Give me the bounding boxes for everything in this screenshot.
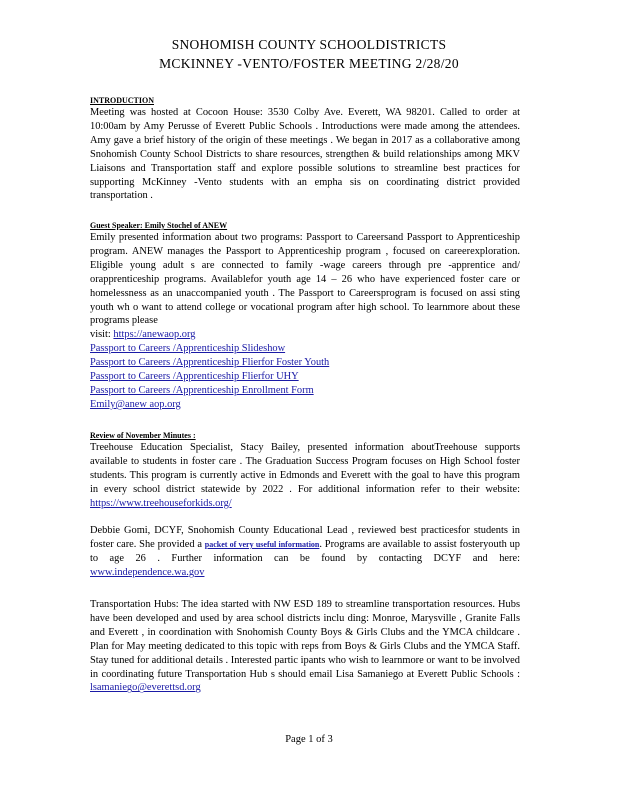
visit-label: visit: <box>90 329 111 341</box>
uhy-flier-link[interactable]: Passport to Careers /Apprenticeship Flierfor UHY <box>90 371 299 383</box>
review-heading: Review of November Minutes : <box>90 431 196 440</box>
dcyf-text <box>90 524 520 580</box>
visit-line <box>90 328 520 342</box>
lisa-email-link[interactable]: lsamaniego@everettsd.org <box>90 682 201 694</box>
meeting-title-line1: SNOHOMISH COUNTY SCHOOLDISTRICTS <box>171 37 447 52</box>
enrollment-form-link[interactable]: Passport to Careers /Apprenticeship Enrollment Form <box>90 384 314 396</box>
guest-speaker-text: Emily presented information about two programs: Passport to Careersand Passport to Apprenticeship program. ANEW manages the Passport to Apprenticeship program , focused on careerexploration. Eligible young adult s are connected to family -wage careers through pre -apprentice and/ orapprenticeship programs. Availablefor youth age 14 – 26 who have experienced foster care or homelessness as an unaccompanied youth . The Passport to Careersprogram is focused on assi sting youth wh o want to attend college or vocational program after high school. To learnmore about these programs please <box>90 232 520 327</box>
review-body: Treehouse Education Specialist, Stacy Bailey, presented information aboutTreehouse supports available to students in foster care . The Graduation Success Program focuses on High School foster students. This program is currently active in Edmonds and Everett with the goal to have this program in every school district statewide by 2022 . For additional information refer to their website: <box>90 442 520 495</box>
guest-speaker-section <box>90 220 520 412</box>
page-number: Page 1 of 3 <box>285 734 333 745</box>
dcyf-text-before: Debbie Gomi, DCYF, Snohomish County Educational Lead , reviewed best practicesfor students in foster care. She provided a <box>90 525 520 550</box>
dcyf-text-after: . Programs are available to assist fosteryouth up to age 26 . Further information can be found by contacting DCYF and here: <box>90 538 520 564</box>
foster-youth-flier-link[interactable]: Passport to Careers /Apprenticeship Flierfor Foster Youth <box>90 357 330 369</box>
meeting-title-line2: MCKINNEY -VENTO/FOSTER MEETING 2/28/20 <box>159 56 459 71</box>
introduction-section <box>90 95 520 203</box>
review-section <box>90 430 520 511</box>
emily-email-link[interactable]: Emily@anew aop.org <box>90 398 181 410</box>
slideshow-link[interactable]: Passport to Careers /Apprenticeship Slideshow <box>90 343 286 355</box>
transportation-text <box>90 598 520 695</box>
transportation-body: Transportation Hubs: The idea started with NW ESD 189 to streamline transportation resources. Hubs have been developed and used by area school districts inclu ding: Monroe, Marysville , Granite Falls and Everett , in coordination with Snohomish County Boys & Girls Clubs and the YMCA childcare . Plan for May meeting dedicated to this topic with reps from Boys & Girls Clubs and the YMCA Staff. Stay tuned for additional details . Interested partic ipants who wish to learnmore or want to be involved in coordinating future Transportation Hub s should email Lisa Samaniego at Everett Public Schools : <box>90 599 520 680</box>
introduction-text: Meeting was hosted at Cocoon House: 3530 Colby Ave. Everett, WA 98201. Called to order at 10:00am by Amy Perusse of Everett Public Schools . Introductions were made among the attendees. Amy gave a brief history of the origin of these meetings . We began in 2017 as a collaborative among Snohomish County School Districts to share resources, strengthen & build relationships among MKV Liaisons and Transportation staff and explore possible solutions to streamline best practices for supporting McKinney -Vento students with an empha sis on coordinating district provided transportation . <box>90 107 520 202</box>
independence-website-link[interactable]: www.independence.wa.gov <box>90 566 205 578</box>
dcyf-section <box>90 524 520 580</box>
treehouse-website-link[interactable]: https://www.treehouseforkids.org/ <box>90 497 232 509</box>
packet-link[interactable]: packet of very useful information <box>204 539 320 549</box>
guest-speaker-heading: Guest Speaker: Emily Stochel of ANEW <box>90 221 228 230</box>
introduction-heading: INTRODUCTION <box>90 96 155 105</box>
anew-website-link[interactable]: https://anewaop.org <box>113 329 196 341</box>
review-text <box>90 441 520 511</box>
transportation-section <box>90 598 520 695</box>
